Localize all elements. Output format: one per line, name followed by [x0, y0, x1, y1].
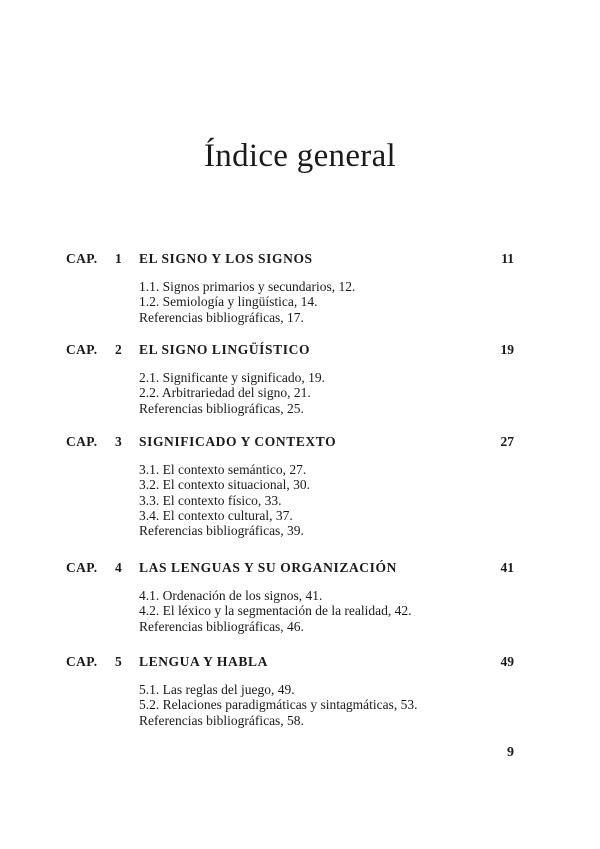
- section-entry: 4.1. Ordenación de los signos, 41.: [139, 588, 323, 603]
- section-list: [139, 370, 325, 416]
- page-number: 9: [507, 745, 514, 760]
- section-list: [139, 588, 412, 634]
- chapter-2: [0, 342, 600, 416]
- chapter-number: 2: [115, 342, 122, 357]
- references-entry: Referencias bibliográficas, 17.: [139, 309, 304, 325]
- chapter-number: 5: [115, 654, 122, 669]
- section-entry: 1.2. Semiología y lingüística, 14.: [139, 294, 318, 310]
- section-entry: 3.2. El contexto situacional, 30.: [139, 477, 310, 493]
- chapter-3: [0, 434, 600, 539]
- chapter-heading: [0, 560, 600, 578]
- chapter-cap-label: CAP.: [66, 342, 98, 357]
- chapter-number: 1: [115, 251, 122, 266]
- chapter-heading: [0, 342, 600, 360]
- chapter-page: 11: [501, 251, 514, 266]
- references-entry: Referencias bibliográficas, 46.: [139, 618, 304, 634]
- chapter-1: [0, 251, 600, 325]
- chapter-title: LAS LENGUAS Y SU ORGANIZACIÓN: [139, 560, 397, 575]
- chapter-heading: [0, 434, 600, 452]
- references-entry: Referencias bibliográficas, 25.: [139, 400, 304, 416]
- chapter-cap-label: CAP.: [66, 560, 98, 575]
- chapter-title: LENGUA Y HABLA: [139, 654, 268, 669]
- section-entry: 5.1. Las reglas del juego, 49.: [139, 682, 295, 697]
- section-entry: 3.4. El contexto cultural, 37.: [139, 507, 293, 523]
- section-list: [139, 279, 355, 325]
- chapter-page: 19: [500, 342, 514, 357]
- chapter-number: 4: [115, 560, 122, 575]
- section-list: [139, 462, 310, 538]
- chapter-cap-label: CAP.: [66, 434, 98, 449]
- chapter-title: EL SIGNO Y LOS SIGNOS: [139, 251, 313, 266]
- chapter-page: 27: [500, 434, 514, 449]
- chapter-5: [0, 654, 600, 728]
- chapter-page: 41: [500, 560, 514, 575]
- section-entry: 1.1. Signos primarios y secundarios, 12.: [139, 279, 356, 294]
- chapter-cap-label: CAP.: [66, 654, 98, 669]
- references-entry: Referencias bibliográficas, 58.: [139, 712, 304, 728]
- chapter-title: EL SIGNO LINGÜÍSTICO: [139, 342, 311, 357]
- references-entry: Referencias bibliográficas, 39.: [139, 523, 304, 539]
- section-entry: 3.1. El contexto semántico, 27.: [139, 462, 307, 477]
- chapter-page: 49: [500, 654, 514, 669]
- chapter-number: 3: [115, 434, 122, 449]
- chapter-title: SIGNIFICADO Y CONTEXTO: [139, 434, 337, 449]
- chapter-heading: [0, 251, 600, 269]
- chapter-cap-label: CAP.: [66, 251, 98, 266]
- section-entry: 3.3. El contexto físico, 33.: [139, 492, 282, 508]
- page-title: Índice general: [203, 138, 396, 174]
- section-list: [139, 682, 418, 728]
- section-entry: 2.1. Significante y significado, 19.: [139, 370, 325, 385]
- section-entry: 4.2. El léxico y la segmentación de la realidad, 42.: [139, 603, 412, 619]
- section-entry: 5.2. Relaciones paradigmáticas y sintagmáticas, 53.: [139, 697, 418, 713]
- chapter-4: [0, 560, 600, 634]
- section-entry: 2.2. Arbitrariedad del signo, 21.: [139, 385, 311, 401]
- chapter-heading: [0, 654, 600, 672]
